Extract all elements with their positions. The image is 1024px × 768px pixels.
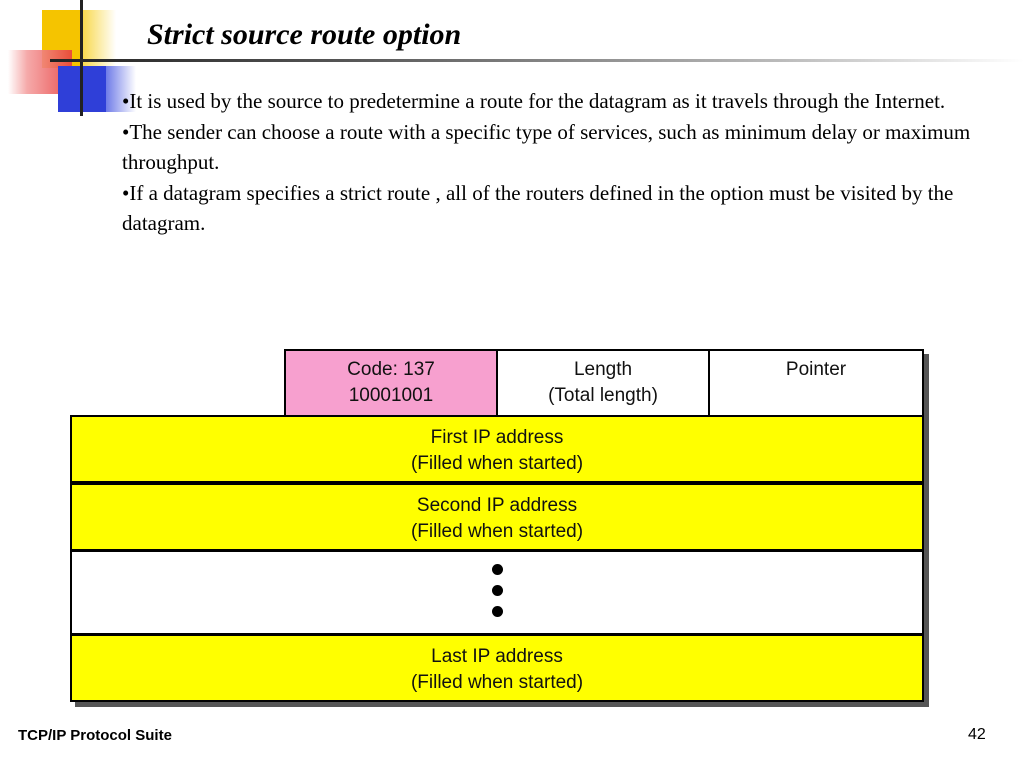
code-cell: [284, 349, 498, 417]
pointer-cell: [708, 349, 924, 417]
row-label: Last IP address: [431, 646, 563, 667]
length-cell: [496, 349, 710, 417]
pointer-label: Pointer: [785, 359, 847, 380]
logo-vertical-line: [80, 0, 83, 116]
length-sub: (Total length): [548, 385, 658, 406]
dot: [492, 585, 503, 596]
slide-title: Strict source route option: [147, 18, 462, 51]
bullet-list: [122, 86, 972, 239]
second-ip-row: [70, 483, 924, 551]
bullet-item: •The sender can choose a route with a specific type of services, such as minimum delay or maximum throughput.: [122, 119, 971, 174]
last-ip-row: [70, 634, 924, 702]
dot: [492, 564, 503, 575]
row-sub: (Filled when started): [410, 453, 584, 474]
first-ip-row: [70, 415, 924, 483]
page-number: 42: [968, 726, 986, 743]
code-binary: 10001001: [348, 385, 434, 406]
option-format-diagram: [70, 349, 932, 709]
bullet-item: •If a datagram specifies a strict route , all of the routers defined in the option must be visited by the datagram.: [122, 180, 954, 235]
ellipsis-row: [70, 550, 924, 635]
code-value: Code: 137: [347, 359, 435, 380]
bullet-item: •It is used by the source to predetermine a route for the datagram as it travels through the Internet.: [122, 89, 946, 113]
length-label: Length: [573, 359, 633, 380]
row-sub: (Filled when started): [410, 672, 584, 693]
dot: [492, 606, 503, 617]
title-underline: [50, 59, 1024, 62]
row-label: Second IP address: [416, 495, 578, 516]
row-label: First IP address: [430, 427, 564, 448]
vertical-ellipsis-icon: [72, 560, 922, 617]
row-sub: (Filled when started): [410, 521, 584, 542]
footer-title: TCP/IP Protocol Suite: [18, 727, 172, 744]
